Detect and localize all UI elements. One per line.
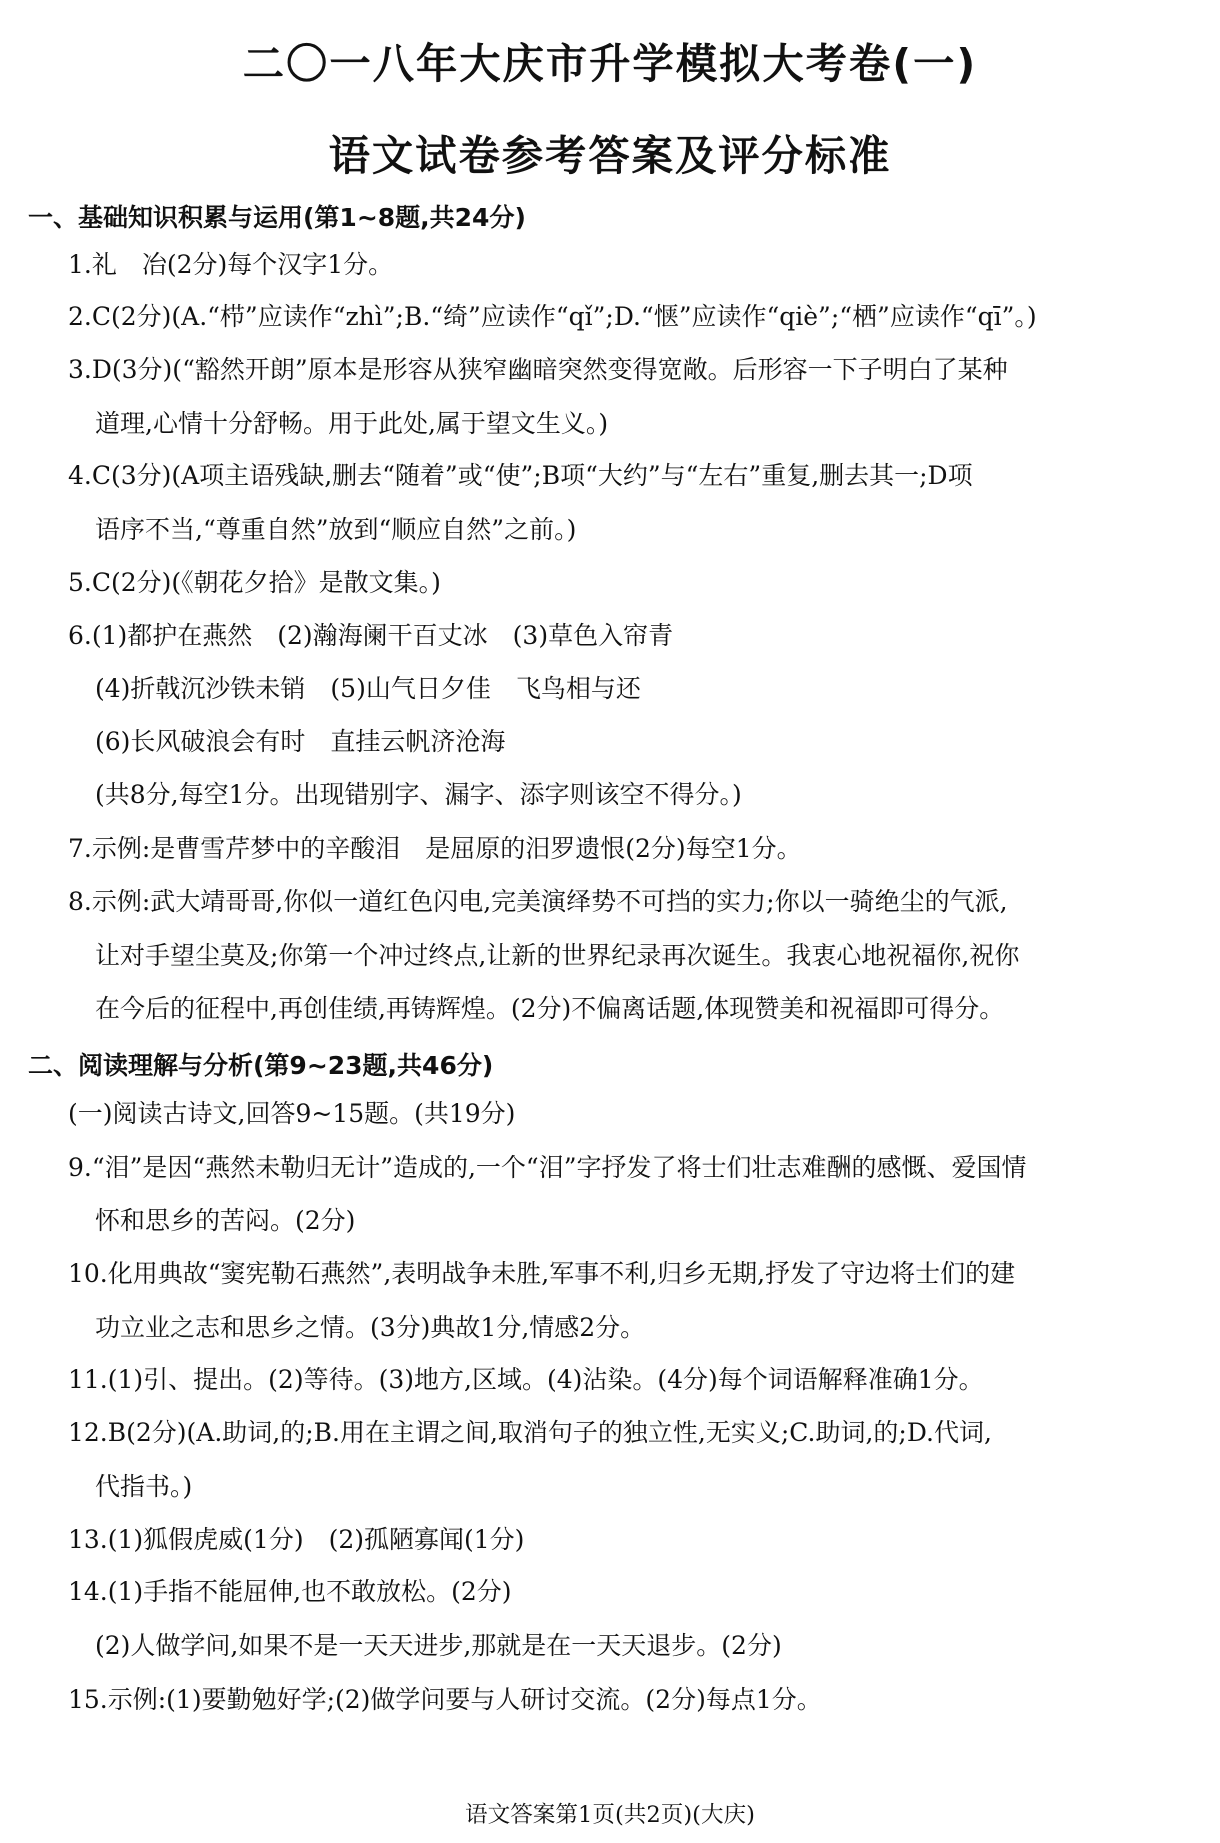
answer-line: 13.(1)狐假虎威(1分) (2)孤陋寡闻(1分): [68, 1525, 525, 1554]
answer-line: 6.(1)都护在燕然 (2)瀚海阑干百丈冰 (3)草色入帘青: [68, 621, 674, 650]
section-heading-1: 一、基础知识积累与运用(第1~8题,共24分): [28, 203, 526, 232]
answer-line: 功立业之志和思乡之情。(3分)典故1分,情感2分。: [95, 1313, 646, 1342]
answer-line: 7.示例:是曹雪芹梦中的辛酸泪 是屈原的汨罗遗恨(2分)每空1分。: [68, 834, 802, 863]
answer-line: 4.C(3分)(A项主语残缺,删去“随着”或“使”;B项“大约”与“左右”重复,删去其一;D项: [68, 461, 973, 490]
answer-line: 让对手望尘莫及;你第一个冲过终点,让新的世界纪录再次诞生。我衷心地祝福你,祝你: [95, 941, 1020, 970]
answer-line: 在今后的征程中,再创佳绩,再铸辉煌。(2分)不偏离话题,体现赞美和祝福即可得分。: [95, 994, 1005, 1023]
page-subtitle: 语文试卷参考答案及评分标准: [328, 132, 892, 180]
answer-line: (4)折戟沉沙铁未销 (5)山气日夕佳 飞鸟相与还: [95, 674, 641, 703]
answer-line: 12.B(2分)(A.助词,的;B.用在主谓之间,取消句子的独立性,无实义;C.助词,的;D.代词,: [68, 1418, 992, 1447]
answer-line: 道理,心情十分舒畅。用于此处,属于望文生义。): [95, 409, 609, 438]
page-footer: 语文答案第1页(共2页)(大庆): [465, 1802, 755, 1828]
answer-line: 11.(1)引、提出。(2)等待。(3)地方,区域。(4)沾染。(4分)每个词语解释准确1分。: [68, 1365, 984, 1394]
answer-line: 代指书。): [95, 1472, 193, 1501]
answer-line: 2.C(2分)(A.“栉”应读作“zhì”;B.“绮”应读作“qǐ”;D.“惬”应读作“qiè”;“栖”应读作“qī”。): [68, 302, 1037, 331]
answer-line: (6)长风破浪会有时 直挂云帆济沧海: [95, 727, 506, 756]
answer-line: 1.礼 冶(2分)每个汉字1分。: [68, 250, 394, 279]
section-heading-2: 二、阅读理解与分析(第9~23题,共46分): [28, 1051, 494, 1080]
answer-line: (共8分,每空1分。出现错别字、漏字、添字则该空不得分。): [95, 780, 742, 809]
answer-line: 10.化用典故“窦宪勒石燕然”,表明战争未胜,军事不利,归乡无期,抒发了守边将士们的建: [68, 1259, 1016, 1288]
answer-line: 14.(1)手指不能屈伸,也不敢放松。(2分): [68, 1577, 512, 1606]
answer-line: 8.示例:武大靖哥哥,你似一道红色闪电,完美演绎势不可挡的实力;你以一骑绝尘的气派,: [68, 887, 1008, 916]
page-title: 二〇一八年大庆市升学模拟大考卷(一): [242, 40, 978, 88]
answer-line: 5.C(2分)(《朝花夕拾》是散文集。): [68, 568, 441, 597]
answer-line: 15.示例:(1)要勤勉好学;(2)做学问要与人研讨交流。(2分)每点1分。: [68, 1685, 822, 1714]
answer-line: (2)人做学问,如果不是一天天进步,那就是在一天天退步。(2分): [95, 1631, 782, 1660]
answer-line: 9.“泪”是因“燕然未勒归无计”造成的,一个“泪”字抒发了将士们壮志难酬的感慨、爱国情: [68, 1153, 1027, 1182]
answer-line: 怀和思乡的苦闷。(2分): [95, 1206, 356, 1235]
answer-line: 3.D(3分)(“豁然开朗”原本是形容从狭窄幽暗突然变得宽敞。后形容一下子明白了某种: [68, 355, 1008, 384]
answer-line: (一)阅读古诗文,回答9~15题。(共19分): [68, 1099, 516, 1128]
answer-line: 语序不当,“尊重自然”放到“顺应自然”之前。): [95, 515, 577, 544]
